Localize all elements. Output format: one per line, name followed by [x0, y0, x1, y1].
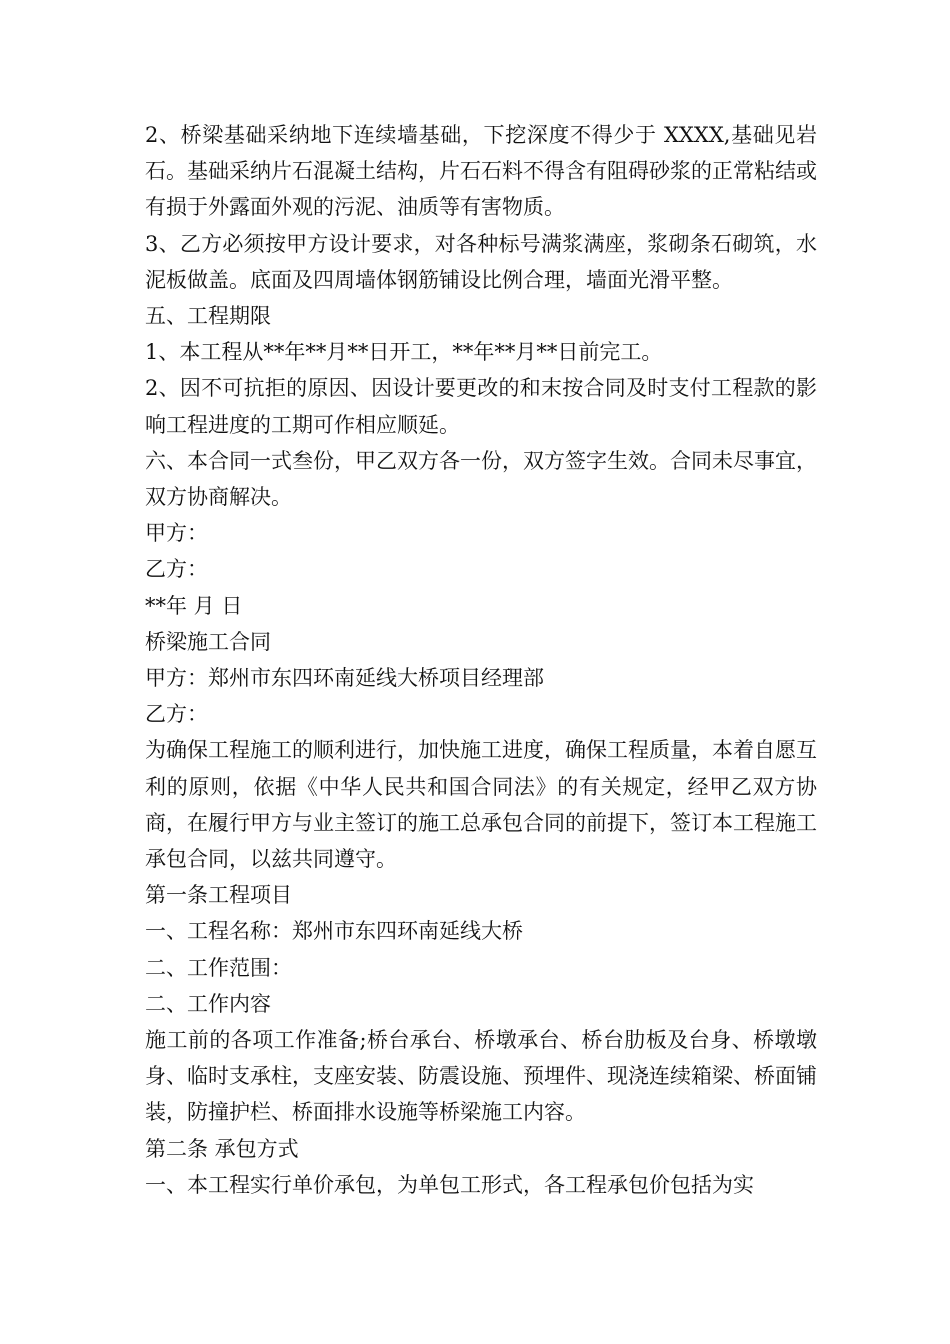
article-heading-contract-method: 第二条 承包方式	[145, 1136, 299, 1161]
section-heading-duration: 五、工程期限	[145, 304, 271, 329]
paragraph-copies-clause: 六、本合同一式叁份，甲乙双方各一份，双方签字生效。合同未尽事宜，双方协商解决。	[145, 448, 817, 510]
paragraph-masonry-requirements: 3、乙方必须按甲方设计要求，对各种标号满浆满座，浆砌条石砌筑，水泥板做盖。底面及四周墙体钢筋铺设比例合理，墙面光滑平整。	[145, 231, 817, 292]
project-name-line: 一、工程名称：郑州市东四环南延线大桥	[145, 919, 523, 944]
article-heading-project: 第一条工程项目	[145, 883, 292, 908]
paragraph-unit-price-clause: 一、本工程实行单价承包，为单包工形式，各工程承包价包括为实	[145, 1172, 754, 1197]
paragraph-foundation-method: 2、桥梁基础采纳地下连续墙基础，下挖深度不得少于 XXXX,基础见岩石。基础采纳片石混凝土结构，片石石料不得含有阻碍砂浆的正常粘结或有损于外露面外观的污泥、油质等有害物质。	[145, 123, 817, 220]
paragraph-start-end-dates: 1、本工程从**年**月**日开工，**年**月**日前完工。	[145, 340, 663, 365]
document-body	[145, 117, 817, 1203]
paragraph-preamble: 为确保工程施工的顺利进行，加快施工进度，确保工程质量，本着自愿互利的原则，依据《中华人民共和国合同法》的有关规定，经甲乙双方协商，在履行甲方与业主签订的施工总承包合同的前提下，签订本工程施工承包合同，以兹共同遵守。	[145, 738, 817, 872]
paragraph-extension-clause: 2、因不可抗拒的原因、因设计要更改的和末按合同及时支付工程款的影响工程进度的工期可作相应顺延。	[145, 376, 817, 437]
paragraph-work-content: 施工前的各项工作准备;桥台承台、桥墩承台、桥台肋板及台身、桥墩墩身、临时支承柱，支座安装、防震设施、预埋件、现浇连续箱梁、桥面铺装，防撞护栏、桥面排水设施等桥梁施工内容。	[145, 1028, 817, 1125]
signature-date-line: **年 月 日	[145, 593, 243, 618]
work-content-heading: 二、工作内容	[145, 991, 271, 1016]
party-b-signature-line: 乙方：	[145, 557, 208, 582]
work-scope-line: 二、工作范围：	[145, 955, 292, 980]
party-a-signature-line: 甲方：	[145, 521, 208, 546]
contract-title: 桥梁施工合同	[145, 629, 271, 654]
party-a-name: 甲方：郑州市东四环南延线大桥项目经理部	[145, 666, 544, 691]
party-b-name: 乙方：	[145, 702, 208, 727]
